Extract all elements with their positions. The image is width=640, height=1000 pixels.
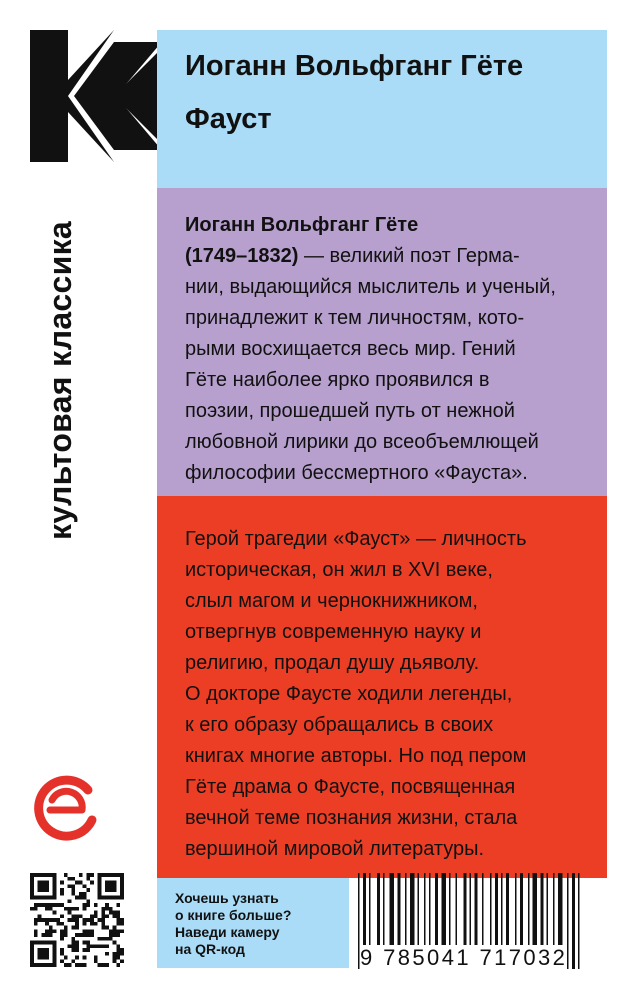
publisher-logo-icon: [30, 770, 104, 844]
qr-code-icon[interactable]: [30, 873, 124, 967]
barcode-number: 9 785041 717032: [360, 945, 568, 970]
qr-prompt-line: о книге больше?: [175, 907, 292, 923]
bio-line: рыми восхищается весь мир. Гений: [185, 338, 516, 360]
qr-prompt-text: [175, 890, 291, 958]
description-line: вершиной мировой литературы.: [185, 838, 485, 860]
bio-years: (1749–1832): [185, 245, 299, 267]
bio-line: [185, 241, 556, 272]
bio-line: поэзии, прошедшей путь от нежной: [185, 400, 515, 422]
barcode-bar: [567, 873, 569, 969]
description-line: Гёте драма о Фаусте, посвященная: [185, 776, 516, 798]
bio-line-rest: — великий поэт Герма-: [298, 245, 520, 267]
bio-line: принадлежит к тем личностям, кото-: [185, 307, 525, 329]
description-line: слыл магом и чернокнижником,: [185, 590, 478, 612]
barcode-bar: [578, 873, 580, 969]
qr-prompt-line: на QR-код: [175, 941, 245, 957]
author-bio-text: [185, 210, 556, 489]
series-logo-icon: [30, 30, 160, 162]
description-line: отвергнув современную науку и: [185, 621, 482, 643]
description-line: Герой трагедии «Фауст» — личность: [185, 528, 527, 550]
bio-line: любовной лирики до всеобъемлющей: [185, 431, 539, 453]
title-block: [157, 30, 607, 188]
description-line: О докторе Фаусте ходили легенды,: [185, 683, 513, 705]
barcode-bar: [572, 873, 575, 969]
qr-prompt-line: Наведи камеру: [175, 924, 280, 940]
author-name: Иоганн Вольфганг Гёте: [185, 50, 524, 82]
description-line: историческая, он жил в XVI веке,: [185, 559, 493, 581]
description-line: вечной теме познания жизни, стала: [185, 807, 518, 829]
book-title: Фауст: [185, 103, 272, 135]
bio-line: философии бессмертного «Фауста».: [185, 462, 528, 484]
book-description-text: [185, 524, 527, 865]
qr-prompt-block: [157, 878, 349, 968]
series-label: культовая классика: [42, 221, 78, 540]
book-description-block: [157, 496, 607, 878]
qr-prompt-line: Хочешь узнать: [175, 890, 279, 906]
bio-name: Иоганн Вольфганг Гёте: [185, 214, 419, 236]
author-bio-block: [157, 188, 607, 496]
bio-line: Гёте наиболее ярко проявился в: [185, 369, 490, 391]
description-line: религию, продал душу дьяволу.: [185, 652, 480, 674]
description-line: к его образу обращались в своих: [185, 714, 494, 736]
description-line: книгах многие авторы. Но под пером: [185, 745, 527, 767]
bio-line: нии, выдающийся мыслитель и ученый,: [185, 276, 556, 298]
